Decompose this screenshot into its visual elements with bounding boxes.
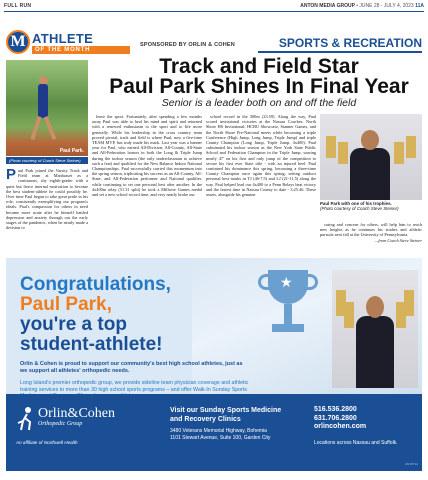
logo-affiliate: An affiliate of Northwell Health [16,440,78,445]
trophy-icon [396,302,406,328]
orlin-cohen-ad [6,258,422,471]
headline-line-2: Paul Park Shines In Final Year [109,75,409,98]
runner-body [38,84,48,118]
run-label: FULL RUN [4,3,32,9]
website-link[interactable]: orlincohen.com [314,423,367,430]
badge-subtitle: OF THE MONTH [32,46,130,54]
trophy-photo-caption: Paul Park with one of his trophies. (Photo courtesy of Coach Steve Steiner) [320,201,399,212]
trophy-icon [394,142,404,164]
ad-code: AM1873A [404,462,418,466]
ad-headline-3: you're a top [20,314,127,335]
trophy-icon [338,142,348,164]
logo-name: Orlin&Cohen [38,406,115,421]
runner-leg [44,116,57,140]
article-column-2 [92,114,202,250]
article-signoff: —from Coach Steve Steiner [374,237,422,243]
athlete-body [356,316,394,388]
ad-proud-text: Orlin & Cohen is proud to support our community's best high school athletes, just as we support all athletes' orthopedic needs. [20,361,243,374]
athlete-body [350,148,390,200]
article-column-3 [206,114,316,250]
orlin-cohen-logo[interactable] [16,404,146,464]
athlete-photo [6,60,88,156]
runner-leg [30,116,41,140]
header-rule [4,11,424,12]
article-text: school record in the 300m (23.59). Along the way, Paul scored invitational victories at the Nassau Coaches, North Shore HS Invitational, HCBU Showcase, Stanner Games, and the North Shore Pre-National meets while becoming a triple Conference (High Jump, Long Jump, Triple Jump) and triple County Champion (Long Jump, Triple Jump, 4x400). Paul culminated his indoor season as the New York State Public School and Federation Champion in the Triple Jump, soaring nearly 47' on his first and only jump of the competition to secure his first ever State title - with an injured heel. Paul continued his dominance this spring, becoming a three-time County Champion once again this spring, setting outdoor personal best marks in TJ (46-7.5) and LJ (21-11.5) along the way. Paul helped lead our 4x400 to a Penn Relays heat victory and the fastest time in Nassau County to date - 3:25.46. These assets, alongside his genuine [206,114,316,198]
athlete-head [361,130,379,150]
article-text: leave the sport. Fortunately, after spending a few months away Paul was able to heal his mind and spirit and returned with a renewed enthusiasm to the sport and to life more generally. While his leadership in the cross country team proved pivotal, track and field is where Paul, now a five-time TEAM MVP, has truly made his mark. Last year was a banner year for Paul, who earned All-Division, All-County, All-State and All-Federation honors in both the Long & Triple Jump during the indoor season (the only underclassman to achieve such a feat) and qualified for the New Balance Indoor National Championships. Paul successfully carried this momentum into the spring season, triplicating his success as an All-County, All-State, and All-Federation performer and National qualifier, while continuing to set one personal best after another. In the 4x400m relay (51.31 split) he took a Millrose Games medal and set a new school record time, and very nearly broke our [92,114,202,198]
section-title: SPORTS & RECREATION [278,36,422,50]
page-number: 11A [415,3,424,9]
ad-athlete-photo [332,270,418,388]
trophy-icon [344,302,354,328]
ad-locations: Locations across Nassau and Suffolk. [314,440,398,446]
logo-subtitle: Orthopedic Group [38,421,83,427]
phone-suffolk[interactable]: 631.706.2800 [314,414,357,422]
section-rule [258,51,422,53]
address-bohemia: 3480 Veterans Memorial Highway, Bohemia [170,428,267,434]
badge-title: ATHLETE [32,31,94,46]
ad-description: Long Island's premier orthopedic group, we provide sideline team physician coverage and athletic training services to more than 30 high school sports programs – and offer Walk-In Sunday Sports [20,380,249,393]
trophy-photo [320,114,422,200]
phone-nassau[interactable]: 516.536.2800 [314,406,357,413]
athlete-head [366,296,384,318]
ad-headline-2: Paul Park, [20,294,112,315]
photo-credit: (Photo courtesy of Coach Steve Steiner) [6,157,88,164]
ad-addresses [170,428,300,442]
star-icon: ★ [280,274,293,290]
ad-visit-text: Visit our Sunday Sports Medicine and Recovery Clinics [170,407,282,423]
ad-headline-4: student-athlete! [20,334,163,355]
deck: Senior is a leader both on and off the field [161,97,357,109]
ad-footer-bar [6,394,422,471]
address-garden-city: 1101 Stewart Avenue, Suite 100, Garden City [170,435,271,441]
trophy-icon [406,136,416,158]
trophy-icon [256,264,320,364]
article-column-1 [6,168,88,250]
publisher: ANTON MEDIA GROUP [300,3,355,9]
headline-line-1: Track and Field Star [159,55,359,78]
article-text: aul Park joined the Varsity Track and Field team at Manhasset as a continuous, shy eighth-grader with a quiet but fierce internal motivation to become the best student-athlete he could possibly be. Over time Paul began to take great pride in his role, consistently exemplifying our program's ideals. Paul's compassion for others in need became more acute after he himself battled depression and anxiety through our the early stages of the pandemic, when he nearly made a decision to [6,168,88,231]
sponsor-line: SPONSORED BY ORLIN & COHEN [140,42,235,48]
manhasset-m-icon: M [6,30,30,54]
runner-logo-icon [16,406,36,432]
issue-dates: JUNE 28 - JULY 4, 2023 [359,3,414,9]
header-info: ANTON MEDIA GROUP • JUNE 28 - JULY 4, 2023 11A [300,3,424,9]
photo-caption: Paul Park. [59,148,84,154]
drop-cap: P [6,168,17,183]
article-column-4 [320,222,422,262]
article-text: caring and concern for others, will help him to reach new heights as he continues his studies and athletic pursuits next fall at the University of Pennsylvania. [320,222,422,238]
trophy-icon [326,136,336,158]
ad-contact [314,406,418,432]
ad-headline-1: Congratulations, [20,274,171,295]
athlete-of-month-badge [6,28,132,58]
